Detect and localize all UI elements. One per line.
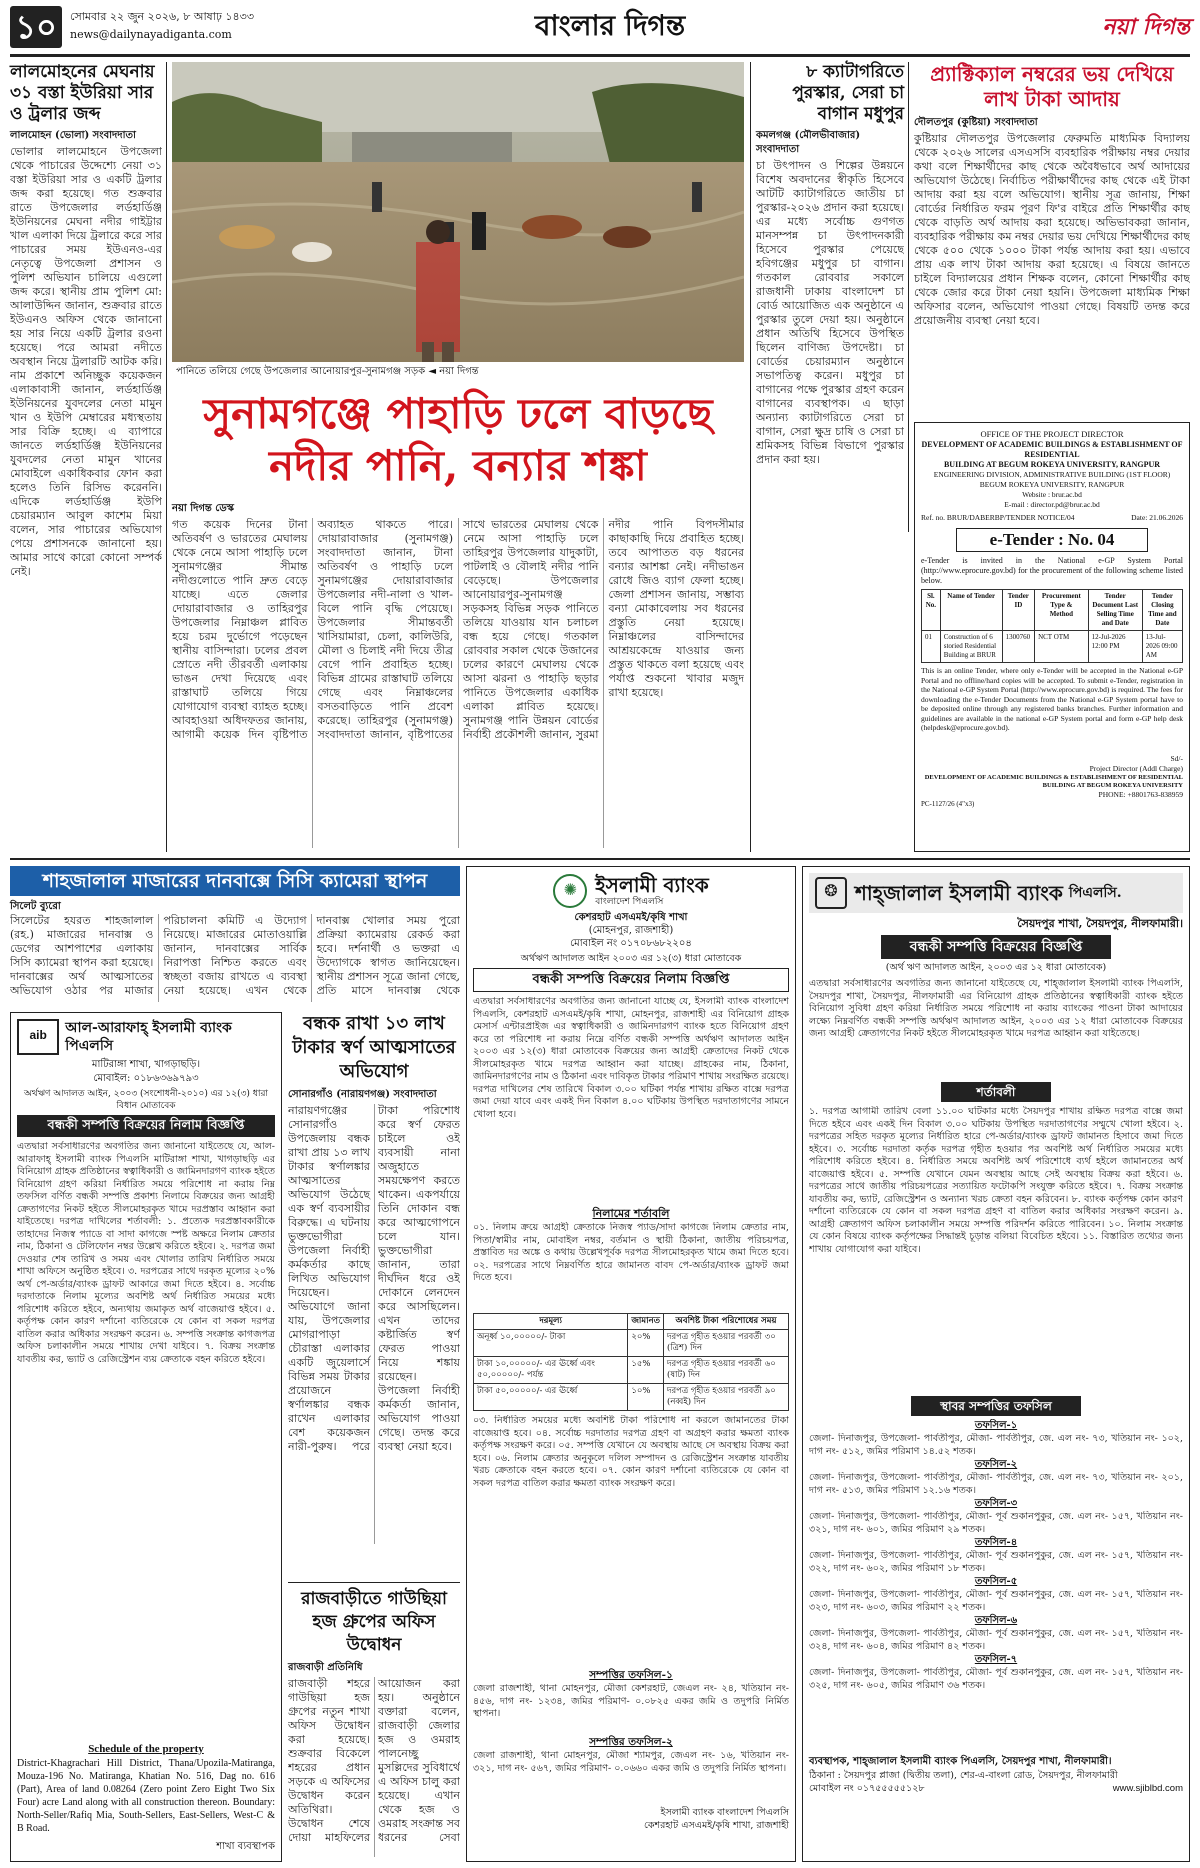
table-cell: টাকা ৫০,০০০০০/- এর ঊর্ধ্বে xyxy=(474,1384,628,1411)
tender-project-2: BUILDING AT BEGUM ROKEYA UNIVERSITY, RANGPUR xyxy=(943,460,1161,469)
section-rule xyxy=(10,858,1190,860)
ad-law: (অর্থ ঋণ আদালত আইন, ২০০৩ এর ১২ ধারা মোতাবেক) xyxy=(885,962,1107,973)
caption-credit-text: নয়া দিগন্ত xyxy=(439,366,479,377)
terms-title: নিলামের শর্তাবলি xyxy=(592,1207,670,1220)
schedule-item-text: জেলা- দিনাজপুর, উপজেলা- পার্বতীপুর, মৌজা- পূর্ব শুকানপুকুর, জে. এল নং- ১৫৭, খতিয়ান নং- ৩২৩, দাগ নং- ৬০৩, জমির পরিমাণ ২২ শতক। xyxy=(809,1589,1183,1613)
table-header-cell: Tender Document Last Selling Time and Date xyxy=(1088,590,1142,631)
deposit-table-header xyxy=(474,1314,789,1330)
ad-address: ঠিকানা : সৈয়দপুর প্লাজা (দ্বিতীয় তলা), শের-এ-বাংলা রোড, সৈয়দপুর, নীলফামারী xyxy=(809,1770,1118,1781)
story-body: নারায়ণগঞ্জের সোনারগাঁও উপজেলায় বন্ধক রাখা প্রায় ১৩ লাখ টাকার স্বর্ণালঙ্কার আত্মসাতের অভিযোগ উঠেছে এক স্বর্ণ ব্যবসায়ীর বিরুদ্ধে। এ ঘটনায় ভুক্তভোগীরা উপজেলা নির্বাহী কর্মকর্তার কাছে লিখিত অভিযোগ দিয়েছেন। অভিযোগে জানা যায়, উপজেলার মোগরাপাড়া চৌরাস্তা এলাকার একটি জুয়েলার্সে বিভিন্ন সময় টাকার প্রয়োজনে স্বর্ণালঙ্কার বন্ধক রাখেন এলাকার বেশ কয়েকজন নারী-পুরুষ। পরে টাকা পরিশোধ করে স্বর্ণ ফেরত চাইলে ওই ব্যবসায়ী নানা অজুহাতে সময়ক্ষেপণ করতে থাকেন। একপর্যায়ে তিনি দোকান বন্ধ করে আত্মগোপনে চলে যান। ভুক্তভোগীরা জানান, তারা দীর্ঘদিন ধরে ওই দোকানে লেনদেন করে আসছিলেন। এখন তাদের কষ্টার্জিত স্বর্ণ ফেরত পাওয়া নিয়ে শঙ্কায় রয়েছেন। উপজেলা নির্বাহী কর্মকর্তা জানান, অভিযোগ পাওয়া গেছে। তদন্ত করে ব্যবস্থা নেয়া হবে। xyxy=(288,1104,460,1453)
tender-notes: This is an online Tender, where only e-Tender will be accepted in the National e-GP Portal and no offline/hard copies will be accepted. To submit e-Tender, registration in the National e-GP System Portal (http://www.eprocure.gov.bd) is required. The fees for downloading the e-Tender Documents from the National e-GP System portal have to be deposited online through any registered banks branches. Further information and guidelines are available in the national e-GP System portal and form e-GP help desk (helpdesk@eprocure.gov.bd). xyxy=(921,666,1183,732)
schedule-item-label: তফসিল-২ xyxy=(974,1459,1018,1470)
tender-notice xyxy=(914,422,1190,852)
terms-text: ০১. নিলাম ক্রয়ে আগ্রহী ক্রেতাকে নিজস্ব প্যাড/সাদা কাগজে নিলাম ক্রেতার নাম, পিতা/স্বামীর নাম, মোবাইল নম্বর, বর্তমান ও স্থায়ী ঠিকানা, জাতীয় পরিচয়পত্র, প্রস্তাবিত দর অঙ্কে ও কথায় উল্লেখপূর্বক দরপত্র সীলমোহরকৃত খামে জমা দিতে হবে। ০২. দরপত্রের সাথে নিম্নবর্ণিত হারে জামানত বাবদ পে-অর্ডার/ব্যাংক ড্রাফট জমা দিতে হবে। xyxy=(473,1222,789,1283)
table-cell: 01 xyxy=(922,631,941,663)
tender-sign-project: DEVELOPMENT OF ACADEMIC BUILDINGS & ESTABLISHMENT OF RESIDENTIAL BUILDING AT BEGUM ROKEYA UNIVERSITY xyxy=(924,774,1183,789)
schedule-title-2: সম্পত্তির তফসিল-২ xyxy=(589,1736,673,1748)
tender-division: ENGINEERING DIVISION, ADMINISTRATIVE BUILDING (1ST FLOOR) xyxy=(933,470,1171,479)
schedule-item-text: জেলা- দিনাজপুর, উপজেলা- পার্বতীপুর, মৌজা- পূর্ব শুকানপুকুর, জে. এল নং- ১৫৭, খতিয়ান নং- ৩২৫, দাগ নং- ৬০৫, জমির পরিমাণ ৩৬ শতক। xyxy=(809,1667,1183,1691)
bank-suffix: পিএলসি. xyxy=(1068,885,1122,901)
table-cell: NCT OTM xyxy=(1035,631,1089,663)
story-hajj xyxy=(288,1588,460,1862)
table-header-cell: জামানত xyxy=(628,1314,664,1330)
ad-islami-bank xyxy=(466,866,796,1862)
schedule-item-label: তফসিল-৫ xyxy=(974,1576,1018,1587)
main-story-body: গত কয়েক দিনের টানা অতিবর্ষণ ও ভারতের মেঘালয় থেকে নেমে আসা পাহাড়ি ঢলে সুনামগঞ্জের সীমান্ত নদীগুলোতে পানি দ্রুত বেড়ে যাচ্ছে। এতে জেলার দোয়ারাবাজার ও তাহিরপুর উপজেলার নিম্নাঞ্চল প্লাবিত হয়ে চরম দুর্ভোগে পড়েছেন স্থানীয় বাসিন্দারা। ঢলের প্রবল স্রোতে নদী তীরবর্তী এলাকায় ভাঙন দেখা দিয়েছে এবং রাস্তাঘাট তলিয়ে গিয়ে যোগাযোগ ব্যবস্থা ব্যাহত হচ্ছে। আবহাওয়া অধিদফতর জানায়, আগামী কয়েক দিন বৃষ্টিপাত অব্যাহত থাকতে পারে। দোয়ারাবাজার (সুনামগঞ্জ) সংবাদদাতা জানান, টানা অতিবর্ষণ ও পাহাড়ি ঢলে সুনামগঞ্জের দোয়ারাবাজার উপজেলার নদী-নালা ও খাল-বিলে পানি বৃদ্ধি পেয়েছে। উপজেলার সীমান্তবর্তী খাসিয়ামারা, চেলা, কালিউরি, মৌলা ও চিলাই নদী দিয়ে তীব্র বেগে পানি প্রবাহিত হচ্ছে। বিভিন্ন গ্রামের রাস্তাঘাট তলিয়ে গেছে এবং নিম্নাঞ্চলের বসতবাড়িতে পানি প্রবেশ করেছে। তাহিরপুর (সুনামগঞ্জ) সংবাদদাতা জানান, বৃষ্টিপাতের সাথে ভারতের মেঘালয় থেকে নেমে আসা পাহাড়ি ঢলে তাহিরপুর উপজেলার যাদুকাটা, পাটলাই ও বৌলাই নদীর পানি বেড়েছে। উপজেলার আনোয়ারপুর-সুনামগঞ্জ সড়কসহ বিভিন্ন সড়ক পানিতে তলিয়ে যাওয়ায় যান চলাচল বন্ধ হয়ে গেছে। গতকাল রোববার সকাল থেকে উজানের ঢলের কারণে মেঘালয় থেকে আসা ঝরনা ও পাহাড়ি ছড়ার পানিতে উপজেলার একাধিক এলাকা প্লাবিত হয়েছে। সুনামগঞ্জ পানি উন্নয়ন বোর্ডের নির্বাহী প্রকৌশলী জানান, সুরমা নদীর পানি বিপদসীমার কাছাকাছি দিয়ে প্রবাহিত হচ্ছে। তবে আপাতত বড় ধরনের বন্যার আশঙ্কা নেই। নদীভাঙন রোধে জিও ব্যাগ ফেলা হচ্ছে। জেলা প্রশাসন জানায়, সম্ভাব্য বন্যা মোকাবেলায় সব ধরনের প্রস্তুতি নেয়া হয়েছে। নিম্নাঞ্চলের বাসিন্দাদের আশ্রয়কেন্দ্রে যাওয়ার জন্য প্রস্তুত থাকতে বলা হয়েছে এবং পর্যাপ্ত শুকনো খাবার মজুদ রাখা হয়েছে। xyxy=(172,518,744,741)
tender-project-1: DEVELOPMENT OF ACADEMIC BUILDINGS & ESTABLISHMENT OF RESIDENTIAL xyxy=(921,440,1183,459)
table-header-cell: Tender Closing Time and Date xyxy=(1142,590,1182,631)
table-cell: 13-Jul-2026 09:00 AM xyxy=(1142,631,1182,663)
email: news@dailynayadiganta.com xyxy=(70,28,232,41)
story-kushtia xyxy=(914,62,1190,418)
story-body: কুষ্টিয়ার দৌলতপুর উপজেলার ফেরুমতি মাধ্যমিক বিদ্যালয় থেকে ২০২৬ সালের এসএসসি ব্যবহারিক পরীক্ষায় নম্বর দেয়ার কথা বলে শিক্ষার্থীদের কাছ থেকে অবৈধভাবে অর্থ আদায়ের অভিযোগ উঠেছে। নির্বাচিত পরীক্ষার্থীদের কাছ থেকে এই টাকা আদায় করা হয় বলে অভিযোগ। স্থানীয় সূত্র জানায়, শিক্ষা বোর্ডের নির্ধারিত ফরম পূরণ ফি'র বাইরে প্রতি শিক্ষার্থীর কাছ থেকে বাড়তি অর্থ আদায় করা হয়েছে। অভিভাবকরা জানান, ব্যবহারিক পরীক্ষায় কম নম্বর দেয়ার ভয় দেখিয়ে শিক্ষার্থীদের কাছ থেকে ৫০০ থেকে ১০০০ টাকা পর্যন্ত আদায় করা হয়। এভাবে প্রায় এক লাখ টাকা আদায় করা হয়েছে। এ বিষয়ে জানতে চাইলে বিদ্যালয়ের প্রধান শিক্ষক বলেন, কোনো শিক্ষার্থীর কাছ থেকে জোর করে টাকা নেয়া হয়নি। উপজেলা মাধ্যমিক শিক্ষা অফিসার বলেন, অভিযোগ পাওয়া গেছে। বিষয়টি তদন্ত করে প্রয়োজনীয় ব্যবস্থা নেয়া হবে। xyxy=(914,132,1190,327)
schedule-item xyxy=(809,1575,1183,1614)
ad-sign-branch: কেশরহাট এসএমই/কৃষি শাখা, রাজশাহী xyxy=(643,1820,789,1831)
schedule-title: Schedule of the property xyxy=(88,1743,204,1755)
story-gold xyxy=(288,1012,460,1577)
table-cell: Construction of 6 storied Residential Building at BRUR xyxy=(940,631,1002,663)
tender-pc: PC-1127/26 (4"x3) xyxy=(921,800,975,808)
schedule-item-label: তফসিল-৬ xyxy=(974,1615,1018,1626)
ad-mobile: মোবাইল নং ০১৭০৮৬৮২২০৪ xyxy=(570,938,692,949)
table-cell: ১০% xyxy=(628,1384,664,1411)
schedule-text: District-Khagrachari Hill District, Thana/Upozila-Matiranga, Mouza-196 No. Matiranga, Khatian No. 516, Dag no. 616 (Part), Area of land 0.08264 (Zero point Zero Eight Two Six Four) acre Land along with all construction thereon. Boundary: North-Seller/Rafiq Mia, South-Sellers, East-Sellers, West-C & B Road. xyxy=(17,1758,275,1834)
table-cell: 12-Jul-2026 12:00 PM xyxy=(1088,631,1142,663)
schedule-item-text: জেলা- দিনাজপুর, উপজেলা- পার্বতীপুর, মৌজা- পূর্ব শুকানপুকুর, জে. এল নং- ১৫৭, খতিয়ান নং- ৩২৪, দাগ নং- ৬০৪, জমির পরিমাণ ৪২ শতক। xyxy=(809,1628,1183,1652)
schedule-title: স্থাবর সম্পত্তির তফসিল xyxy=(911,1396,1081,1416)
main-story xyxy=(172,502,744,852)
ad-header xyxy=(809,873,1183,913)
tender-intro: e-Tender is invited in the National e-GP System Portal (http://www.eprocure.gov.bd) for the procurement of the following scheme listed below. xyxy=(921,556,1183,585)
tender-table xyxy=(921,589,1183,663)
deposit-table xyxy=(473,1313,789,1411)
story-body: ভোলার লালমোহনে উপজেলা থেকে পাচারের উদ্দেশ্যে নেয়া ৩১ বস্তা ইউরিয়া সার ও একটি ট্রলার জব্দ করা হয়েছে। গত শুক্রবার রাতে উপজেলার লর্ডহার্ডিঞ্জ ইউনিয়নের মেঘনা নদীর গাইট্টার খাল এলাকা দিয়ে ট্রলারে করে সার পাচারের সময় ইউএনও-এর নেতৃত্বে উপজেলা প্রশাসন ও পুলিশ অভিযান চালিয়ে এগুলো জব্দ করে। স্থানীয় প্রাম পুলিশ মো: আলাউদ্দিন জানান, শুক্রবার রাতে ইউএনও অফিস থেকে জানানো হয় সার নিয়ে একটি ট্রলার রওনা হয়েছে। পরে আমরা নদীতে অবস্থান নিয়ে ট্রলারটি আটক করি। নাম প্রকাশে অনিচ্ছুক কয়েকজন এলাকাবাসী জানান, লর্ডহার্ডিঞ্জ ইউনিয়নের যুবদলের নেতা মামুন খান ও ইউপি মেম্বারের মধ্যস্থতায় সার বিক্রি হচ্ছে। এ ব্যাপারে জানতে লর্ডহার্ডিঞ্জ ইউনিয়নের যুবদলের নেতা মামুন খানের মোবাইলে একাধিকবার ফোন করা হলেও তিনি রিসিভ করেননি। এদিকে লর্ডহার্ডিঞ্জ ইউপি চেয়ারম্যান আবুল কাশেম মিয়া বলেন, সার পাচারের অভিযোগ পেয়ে প্রশাসনকে জানানো হয়। আমার সাথে কারো কোনো সম্পর্ক নেই। xyxy=(10,145,162,578)
schedule-item xyxy=(809,1419,1183,1458)
ad-shahjalal-bank xyxy=(802,866,1190,1862)
story-headline: বন্ধক রাখা ১৩ লাখ টাকার স্বর্ণ আত্মসাতের অভিযোগ xyxy=(292,1013,456,1082)
ad-title: বন্ধকী সম্পত্তি বিক্রয়ের বিজ্ঞপ্তি xyxy=(881,935,1111,959)
schedule-item-text: জেলা- দিনাজপুর, উপজেলা- পার্বতীপুর, মৌজা- পার্বতীপুর, জে. এল নং- ৭৩, খতিয়ান নং- ২০১, দাগ নং- ৫১৩, জমির পরিমাণ ১২.১৬ শতক। xyxy=(809,1472,1183,1496)
story-cctv xyxy=(10,866,460,1006)
schedule-item-label: তফসিল-৭ xyxy=(974,1654,1018,1665)
ad-title: বন্ধকী সম্পত্তি বিক্রয়ের নিলাম বিজ্ঞপ্তি xyxy=(17,1115,275,1137)
table-header-cell: Sl. No. xyxy=(922,590,941,631)
table-cell: দরপত্র গৃহীত হওয়ার পরবর্তী ৯০ (নব্বই) দিন xyxy=(664,1384,789,1411)
schedule-text-2: জেলা রাজশাহী, থানা মোহনপুর, মৌজা শ্যামপুর, জেএল নং- ১৬, খতিয়ান নং- ৩২১, দাগ নং- ৫৬৭, জমির পরিমাণ- ০.০৬৬০ একর জমি ও তদুপরি নির্মিত স্থাপনা। xyxy=(473,1750,789,1774)
table-cell: অনূর্ধ্ব ১০,০০০০০/- টাকা xyxy=(474,1330,628,1357)
tender-sign: Sd/- xyxy=(1170,754,1183,763)
tender-title: e-Tender : No. 04 xyxy=(956,528,1148,552)
bank-logo-icon: ✺ xyxy=(553,874,587,908)
table-header-cell: অবশিষ্ট টাকা পরিশোধের সময় xyxy=(664,1314,789,1330)
bank-name: শাহ্জালাল ইসলামী ব্যাংক xyxy=(855,881,1063,905)
terms-text: ১. দরপত্র আগামী তারিখ বেলা ১১.০০ ঘটিকার মধ্যে সৈয়দপুর শাখায় রক্ষিত দরপত্র বাক্সে জমা দিতে হইবে এবং একই দিন বিকাল ৩.০০ ঘটিকায় উপস্থিত দরদাতাগণের সম্মুখে খোলা হইবে। ২. দরপত্রের সহিত দরকৃত মূল্যের নির্ধারিত হারে পে-অর্ডার/ব্যাংক ড্রাফট জামানত হিসাবে জমা দিতে হইবে। ৩. সর্বোচ্চ দরদাতা কর্তৃক দরপত্র গৃহীত হওয়ার পর অবশিষ্ট অর্থ নির্ধারিত সময়ের মধ্যে পরিশোধ করিতে হইবে। ৪. নির্ধারিত সময়ে অবশিষ্ট অর্থ পরিশোধে ব্যর্থ হইলে জামানতের অর্থ বাজেয়াপ্ত হইবে। ৫. সম্পত্তি যেখানে যেমন অবস্থায় আছে সেই অবস্থায় বিক্রয় করা হইবে। ৬. দরপত্রের সাথে জাতীয় পরিচয়পত্রের সত্যায়িত ফটোকপি সংযুক্ত করিতে হইবে। ৭. বিক্রয় সংক্রান্ত যাবতীয় কর, ভ্যাট, রেজিস্ট্রেশন ও অন্যান্য খরচ ক্রেতা বহন করিবেন। ৮. ব্যাংক কর্তৃপক্ষ কোন কারণ দর্শানো ব্যতিরেকে যে কোন বা সকল দরপত্র গ্রহণ বা বাতিল করার অধিকার সংরক্ষণ করেন। ৯. আগ্রহী ক্রেতাগণ অফিস চলাকালীন সময়ে সম্পত্তি পরিদর্শন করিতে পারিবেন। ১০. নিলাম সংক্রান্ত যে কোন বিষয়ে ব্যাংক কর্তৃপক্ষের সিদ্ধান্তই চূড়ান্ত বলিয়া বিবেচিত হইবে। ১১. বিস্তারিত তথ্যের জন্য শাখায় যোগাযোগ করা যাইবে। xyxy=(809,1106,1183,1255)
story-byline: সোনারগাঁও (নারায়ণগঞ্জ) সংবাদদাতা xyxy=(288,1089,437,1100)
table-row xyxy=(474,1384,789,1411)
tender-ref-row xyxy=(921,512,1183,524)
story-headline: লালমোহনের মেঘনায় ৩১ বস্তা ইউরিয়া সার ও ট্রলার জব্দ xyxy=(10,62,155,124)
table-cell: 1300760 xyxy=(1002,631,1034,663)
schedule-list xyxy=(809,1419,1183,1749)
ad-body: এতদ্বারা সর্বসাধারণের অবগতির জন্য জানানো যাইতেছে যে, শাহ্জালাল ইসলামী ব্যাংক পিএলসি, সৈয়দপুর শাখা, সৈয়দপুর, নীলফামারী এর বিনিয়োগ গ্রাহক প্রতিষ্ঠানের স্বত্বাধিকারী ব্যাংক হইতে বিনিয়োগ সুবিধা গ্রহণ করিয়া নির্ধারিত সময়ে পরিশোধ না করায় ব্যাংকের পাওনা টাকা আদায়ের লক্ষ্যে নিম্নবর্ণিত বন্ধকী সম্পত্তি অর্থঋণ আদালত আইন, ২০০৩ এর ১২ ধারা মোতাবেক বিক্রয়ের জন্য আগ্রহী ক্রেতাগণের নিকট হইতে সীলমোহরকৃত খামে দরপত্র আহ্বান করা যাইতেছে। xyxy=(809,978,1183,1039)
tender-website: Website : brur.ac.bd xyxy=(1022,490,1082,499)
table-row xyxy=(474,1357,789,1384)
schedule-item-text: জেলা- দিনাজপুর, উপজেলা- পার্বতীপুর, মৌজা- পূর্ব শুকানপুকুর, জে. এল নং- ১৫৭, খতিয়ান নং- ৩২১, দাগ নং- ৬০১, জমির পরিমাণ ২৯ শতক। xyxy=(809,1511,1183,1535)
ad-title: বন্ধকী সম্পত্তি বিক্রয়ের নিলাম বিজ্ঞপ্তি xyxy=(473,968,789,992)
table-header-cell: Name of Tender xyxy=(940,590,1002,631)
masthead-rule xyxy=(10,54,1190,57)
newspaper-logo: নয়া দিগন্ত xyxy=(1102,14,1190,40)
table-header-cell: Procurement Type & Method xyxy=(1035,590,1089,631)
tender-date: Date: 21.06.2026 xyxy=(1131,513,1183,522)
photo-caption xyxy=(172,362,744,382)
ad-body: এতদ্বারা সর্বসাধারণের অবগতির জন্য জানানো যাইতেছে যে, আল-আরাফাহ্ ইসলামী ব্যাংক পিএলসি মাটিরাঙ্গা শাখা, খাগড়াছড়ি এর বিনিয়োগ গ্রাহক প্রতিষ্ঠানের স্বত্বাধিকারী ও জামিনদারগণ ব্যাংক হইতে বিনিয়োগ গ্রহণ করিয়া নির্ধারিত সময়ে পরিশোধ না করায় নিম্ন তফসিল বর্ণিত বন্ধকী সম্পত্তি প্রকাশ্য নিলামে বিক্রয়ের জন্য আগ্রহী ক্রেতাগণের নিকট হইতে সীলমোহরকৃত খামে দরপ্রস্তাব আহ্বান করা যাইতেছে। দরপত্র দাখিলের শর্তাবলী: ১. প্রত্যেক দরপ্রস্তাবকারীকে তাহাদের নিজস্ব প্যাডে বা সাদা কাগজে স্পষ্ট অক্ষরে নিলাম ক্রেতার নাম, ঠিকানা ও টেলিফোন নম্বর উল্লেখ করিতে হইবে। ২. দরপত্র জমা দেওয়ার শেষ তারিখ ও সময় এবং খোলার তারিখ নির্ধারিত সময়ে শাখা অফিসে অনুষ্ঠিত হইবে। ৩. দরপত্রের সাথে দরকৃত মূল্যের ২০% অর্থ পে-অর্ডার/ব্যাংক ড্রাফট আকারে জমা দিতে হইবে। ৪. সর্বোচ্চ দরদাতাকে নিলাম মূল্যের অবশিষ্ট অর্থ নির্ধারিত সময়ের মধ্যে পরিশোধ করিতে হইবে, অন্যথায় জমাকৃত অর্থ বাজেয়াপ্ত হইবে। ৫. কর্তৃপক্ষ কোন কারণ দর্শানো ব্যতিরেকে যে কোন বা সকল দরপত্র বাতিল করার অধিকার সংরক্ষণ করেন। ৬. সম্পত্তি সংক্রান্ত কাগজপত্র অফিস চলাকালীন সময়ে শাখায় দেখা যাইবে। ৭. বিক্রয় সংক্রান্ত যাবতীয় কর, ভ্যাট ও রেজিস্ট্রেশন ব্যয় ক্রেতাকে বহন করিতে হইবে। xyxy=(17,1141,275,1365)
tender-email: E-mail : director.pd@brur.ac.bd xyxy=(1004,500,1100,509)
ad-header xyxy=(473,873,789,908)
tender-signature xyxy=(921,754,1183,800)
ad-mobile: মোবাইল নং ০১৭৫৫৫৫৫১২৮ xyxy=(809,1783,925,1794)
ad-branch: মাটিরাঙ্গা শাখা, খাগড়াছড়ি। xyxy=(91,1059,201,1070)
ad-sign: ইসলামী ব্যাংক বাংলাদেশ পিএলসি xyxy=(660,1807,789,1818)
ad-website[interactable]: www.sjiblbd.com xyxy=(1112,1783,1183,1794)
caption-text: পানিতে তলিয়ে গেছে উপজেলার আনোয়ারপুর-সুনামগঞ্জ সড়ক xyxy=(176,366,426,377)
bank-subname: বাংলাদেশ পিএলসি xyxy=(595,897,664,907)
table-row xyxy=(474,1330,789,1357)
table-header-cell: Tender ID xyxy=(1002,590,1034,631)
table-cell: ১৫% xyxy=(628,1357,664,1384)
flood-photo-image xyxy=(172,62,744,382)
table-header-cell: দরমূল্য xyxy=(474,1314,628,1330)
bank-logo-icon: aib xyxy=(17,1019,59,1055)
ad-branch: কেশরহাট এসএমই/কৃষি শাখা xyxy=(574,912,688,923)
table-cell: ২০% xyxy=(628,1330,664,1357)
story-byline: রাজবাড়ী প্রতিনিধি xyxy=(288,1662,363,1673)
ad-contact-row xyxy=(809,1782,1183,1795)
story-byline: সিলেট ব্যুরো xyxy=(10,901,61,912)
schedule-item xyxy=(809,1536,1183,1575)
main-headline-line1: সুনামগঞ্জে পাহাড়ি ঢলে বাড়ছে xyxy=(203,389,713,438)
caption-credit: ◄ নয়া দিগন্ত xyxy=(428,366,479,377)
bank-name: ইসলামী ব্যাংক xyxy=(595,873,709,897)
column-rule xyxy=(908,62,909,532)
story-headline: ৮ ক্যাটাগরিতে পুরস্কার, সেরা চা বাগান মধুপুর xyxy=(792,62,904,124)
schedule-item xyxy=(809,1653,1183,1692)
schedule-item-text: জেলা- দিনাজপুর, উপজেলা- পার্বতীপুর, মৌজা- পূর্ব শুকানপুকুর, জে. এল নং- ১৫৭, খতিয়ান নং- ৩২২, দাগ নং- ৬০২, জমির পরিমাণ ১৮ শতক। xyxy=(809,1550,1183,1574)
issue-date: সোমবার ২২ জুন ২০২৬, ৮ আষাঢ় ১৪৩৩ xyxy=(70,10,254,23)
table-row xyxy=(922,631,1183,663)
story-bhola xyxy=(10,62,162,852)
main-byline: নয়া দিগন্ত ডেস্ক xyxy=(172,503,234,514)
bank-name-block xyxy=(595,873,708,908)
schedule-title-1: সম্পত্তির তফসিল-১ xyxy=(589,1669,673,1681)
story-rule xyxy=(288,1582,460,1583)
schedule-item xyxy=(809,1614,1183,1653)
tender-office: OFFICE OF THE PROJECT DIRECTOR xyxy=(980,429,1124,439)
ad-header xyxy=(17,1019,275,1055)
bank-logo-icon: ❂ xyxy=(815,877,847,909)
schedule-item xyxy=(809,1497,1183,1536)
schedule-text-1: জেলা রাজশাহী, থানা মোহনপুর, মৌজা কেশরহাট, জেএল নং- ২৪, খতিয়ান নং- ৪৫৬, দাগ নং- ১২৩৪, জমির পরিমাণ- ০.০৮২৫ একর জমি ও তদুপরি নির্মিত স্থাপনা। xyxy=(473,1683,789,1719)
terms-title: শর্তাবলী xyxy=(941,1082,1051,1102)
tender-sign-title: Project Director (Addl Charge) xyxy=(1089,764,1183,773)
story-headline: শাহজালাল মাজারের দানবাক্সে সিসি ক্যামেরা স্থাপন xyxy=(10,866,460,896)
tender-phone: PHONE: +880176З-838959 xyxy=(1098,790,1183,799)
table-cell: দরপত্র গৃহীত হওয়ার পরবর্তী ৬০ (ষাট) দিন xyxy=(664,1357,789,1384)
schedule-item xyxy=(809,1458,1183,1497)
tender-table-header xyxy=(922,590,1183,631)
masthead xyxy=(10,6,1190,52)
flood-photo xyxy=(172,62,744,382)
column-rule xyxy=(166,62,167,852)
bank-name: আল-আরাফাহ্ ইসলামী ব্যাংক পিএলসি xyxy=(65,1020,232,1054)
story-body: সিলেটের হযরত শাহজালাল (রহ.) মাজারের দানবাক্স ও ডেগের আশপাশের এলাকায় সিসি ক্যামেরা স্থাপন করা হয়েছে। দানবাক্সের অর্থ আত্মসাতের অভিযোগ ওঠার পর মাজার পরিচালনা কমিটি এ উদ্যোগ নিয়েছে। মাজারের মোতাওয়াল্লি জানান, দানবাক্সের সার্বিক নিরাপত্তা নিশ্চিত করতে এবং স্বচ্ছতা বজায় রাখতে এ ব্যবস্থা নেয়া হয়েছে। এখন থেকে দানবাক্স খোলার সময় পুরো প্রক্রিয়া ক্যামেরায় রেকর্ড করা হবে। দর্শনার্থী ও ভক্তরা এ উদ্যোগকে স্বাগত জানিয়েছেন। স্থানীয় প্রশাসন সূত্রে জানা গেছে, প্রতি মাসে দানবাক্স থেকে xyxy=(10,914,460,997)
story-byline: কমলগঞ্জ (মৌলভীবাজার) সংবাদদাতা xyxy=(756,130,861,155)
ad-signature xyxy=(473,1806,789,1832)
page-number: ১০ xyxy=(10,6,62,48)
story-tea xyxy=(756,62,904,532)
ad-branch: সৈয়দপুর শাখা, সৈয়দপুর, নীলফামারী। xyxy=(1017,917,1183,930)
tender-university: BEGUM ROKEYA UNIVERSITY, RANGPUR xyxy=(979,480,1125,489)
main-headline-line2: নদীর পানি, বন্যার শঙ্কা xyxy=(269,441,647,490)
column-rule xyxy=(750,62,751,852)
ad-law: অর্থঋণ আদালত আইন, ২০০৩ (সংশোধনী-২০১০) এর ১২(৩) ধারা বিধান মোতাবেক xyxy=(23,1089,269,1111)
story-headline: প্র্যাক্টিক্যাল নম্বরের ভয় দেখিয়ে লাখ টাকা আদায় xyxy=(930,62,1174,111)
ad-alarafah xyxy=(10,1012,282,1862)
schedule-item-text: জেলা- দিনাজপুর, উপজেলা- পার্বতীপুর, মৌজা- পার্বতীপুর, জে. এল নং- ৭৩, খতিয়ান নং- ১০২, দাগ নং- ৫১২, জমির পরিমাণ ১৪.৫২ শতক। xyxy=(809,1433,1183,1457)
story-body: রাজবাড়ী শহরে গাউছিয়া হজ গ্রুপের নতুন শাখা অফিস উদ্বোধন করা হয়েছে। শুক্রবার বিকেলে শহরের প্রধান সড়কে এ অফিসের উদ্বোধন করেন অতিথিরা। উদ্বোধন শেষে দোয়া মাহফিলের আয়োজন করা হয়। অনুষ্ঠানে বক্তারা বলেন, রাজবাড়ী জেলার হজ ও ওমরাহ পালনেচ্ছু মুসল্লিদের সুবিধার্থে এ অফিস চালু করা হয়েছে। এখান থেকে হজ ও ওমরাহ সংক্রান্ত সব ধরনের সেবা xyxy=(288,1677,460,1844)
schedule-item-label: তফসিল-৩ xyxy=(974,1498,1018,1509)
tender-ref: Ref. no. BRUR/DABERBP/TENDER NOTICE/04 xyxy=(921,513,1075,522)
ad-mobile: মোবাইল: ০১৮৬৩৬৯৭৯৩ xyxy=(93,1073,199,1084)
ad-law: অর্থঋণ আদালত আইন ২০০৩ এর ১২(৩) ধারা মোতাবেক xyxy=(520,953,742,964)
story-byline: লালমোহন (ভোলা) সংবাদদাতা xyxy=(10,130,136,141)
ad-district: (মোহনপুর, রাজশাহী) xyxy=(588,925,674,936)
section-title: বাংলার দিগন্ত xyxy=(534,9,686,42)
terms-text-2: ০৩. নির্ধারিত সময়ের মধ্যে অবশিষ্ট টাকা পরিশোধ না করলে জামানতের টাকা বাজেয়াপ্ত হবে। ০৪. সর্বোচ্চ দরদাতার দরপত্র গ্রহণ বা অগ্রহণ করার ক্ষমতা ব্যাংক কর্তৃপক্ষ সংরক্ষণ করে। ০৫. সম্পত্তি যেখানে যে অবস্থায় আছে সে অবস্থায় বিক্রয় করা হবে। ০৬. নিলাম ক্রেতার অনুকূলে দলিল সম্পাদন ও রেজিস্ট্রেশন সংক্রান্ত যাবতীয় খরচ ক্রেতাকে বহন করতে হবে। ০৭. কোন কারণ দর্শানো ব্যতিরেকে যে কোন বা সকল দরপত্র বাতিল করার ক্ষমতা ব্যাংক সংরক্ষণ করে। xyxy=(473,1415,789,1489)
story-byline: দৌলতপুর (কুষ্টিয়া) সংবাদদাতা xyxy=(914,117,1038,128)
story-body: চা উৎপাদন ও শিল্পের উন্নয়নে বিশেষ অবদানের স্বীকৃতি হিসেবে আটটি ক্যাটাগরিতে জাতীয় চা পুরস্কার-২০২৬ প্রদান করা হয়েছে। এর মধ্যে সর্বোচ্চ গুণগত মানসম্পন্ন চা উৎপাদনকারী হিসেবে পুরস্কার পেয়েছে হবিগঞ্জের মধুপুর চা বাগান। গতকাল রোববার সকালে রাজধানী ঢাকায় বাংলাদেশ চা বোর্ড আয়োজিত এক অনুষ্ঠানে এ পুরস্কার তুলে দেয়া হয়। অনুষ্ঠানে প্রধান অতিথি হিসেবে উপস্থিত ছিলেন বাণিজ্য উপদেষ্টা। চা বোর্ডের চেয়ারম্যান অনুষ্ঠানে সভাপতিত্ব করেন। মধুপুর চা বাগানের পক্ষে পুরস্কার গ্রহণ করেন বাগানের ব্যবস্থাপক। এ ছাড়া অন্যান্য ক্যাটাগরিতে সেরা চা বাগান, সেরা ক্ষুদ্র চাষি ও সেরা চা শ্রমিকসহ বিভিন্ন বিভাগে পুরস্কার প্রদান করা হয়। xyxy=(756,159,904,466)
schedule-item-label: তফসিল-৪ xyxy=(974,1537,1018,1548)
table-cell: দরপত্র গৃহীত হওয়ার পরবর্তী ৩০ (ত্রিশ) দিন xyxy=(664,1330,789,1357)
ad-sign: শাখা ব্যবস্থাপক xyxy=(216,1841,275,1852)
story-headline: রাজবাড়ীতে গাউছিয়া হজ গ্রুপের অফিস উদ্বোধন xyxy=(301,1589,447,1655)
ad-sign: ব্যবস্থাপক, শাহ্জালাল ইসলামী ব্যাংক পিএলসি, সৈয়দপুর শাখা, নীলফামারী। xyxy=(809,1756,1112,1767)
main-headline xyxy=(172,388,744,496)
schedule-item-label: তফসিল-১ xyxy=(974,1420,1018,1431)
table-cell: টাকা ১০,০০০০০/- এর ঊর্ধ্বে এবং ৫০,০০০০০/- পর্যন্ত xyxy=(474,1357,628,1384)
ad-body: এতদ্বারা সর্বসাধারণের অবগতির জন্য জানানো যাচ্ছে যে, ইসলামী ব্যাংক বাংলাদেশ পিএলসি, কেশরহাট এসএমই/কৃষি শাখা, মোহনপুর, রাজশাহী এর বিনিয়োগ গ্রাহক মেসার্স এন্টারপ্রাইজ এর স্বত্বাধিকারী ও জামিনদারগণ ব্যাংক হতে বিনিয়োগ গ্রহণ করে তা পরিশোধ না করায় নিম্নে বর্ণিত বন্ধকী সম্পত্তি অর্থঋণ আদালত আইন ২০০৩ এর ১২(৩) ধারা মোতাবেক বিক্রয়ের জন্য আগ্রহী ক্রেতাদের নিকট থেকে সীলমোহরকৃত খামে দরপত্র আহ্বান করা যাচ্ছে। গ্রাহকের নাম, ঠিকানা, জামিনদারগণের নাম ও ঠিকানা এবং দাবিকৃত টাকার পরিমাণ শাখায় সংরক্ষিত রয়েছে। দরপত্র দাখিলের শেষ তারিখে বিকাল ৩.০০ ঘটিকা পর্যন্ত শাখায় রক্ষিত বাক্সে দরপত্র জমা দেয়া যাবে এবং একই দিন বিকাল ৪.০০ ঘটিকায় উপস্থিত দরদাতাগণের সামনে খোলা হবে। xyxy=(473,996,789,1120)
